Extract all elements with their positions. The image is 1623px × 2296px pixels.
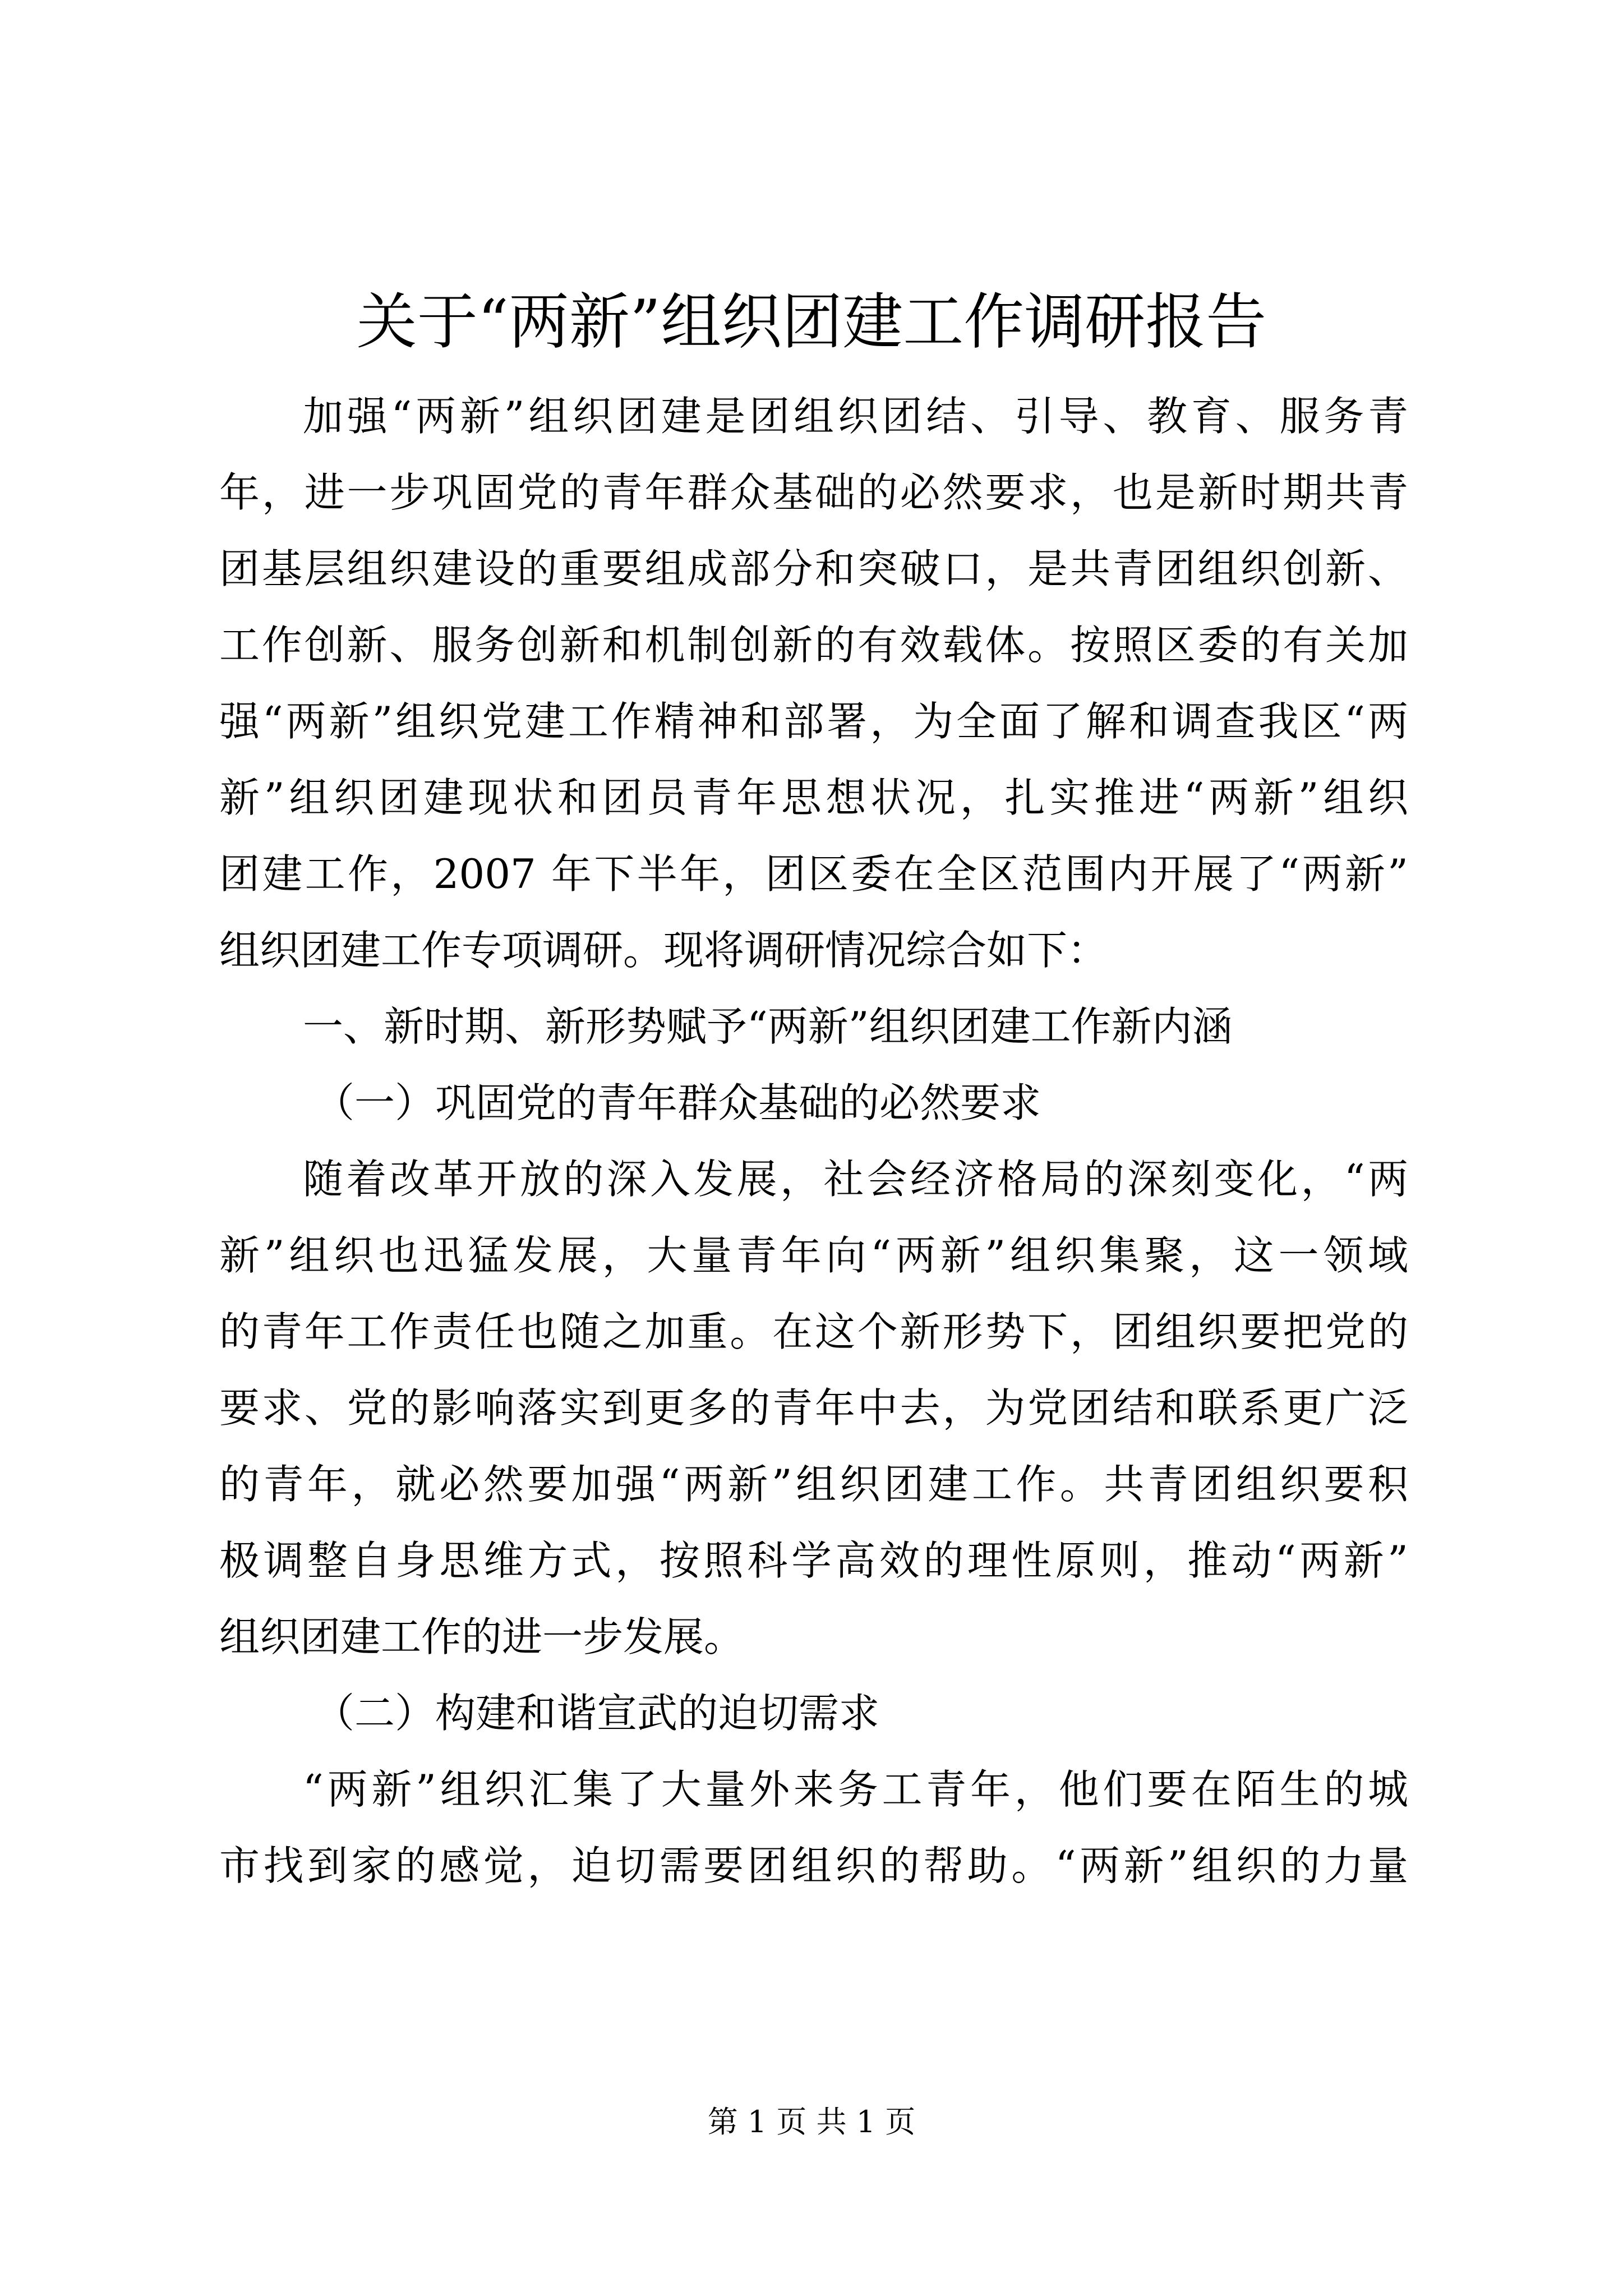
body-line: “两新”组织汇集了大量外来务工青年，他们要在陌生的城 [303,1766,1408,1813]
body-line: 要求、党的影响落实到更多的青年中去，为党团结和联系更广泛 [219,1384,1408,1432]
page-footer: 第 1 页 共 1 页 [707,2104,916,2139]
subsection-heading: （二）构建和谐宣武的迫切需求 [314,1690,880,1737]
body-line: 团基层组织建设的重要组成部分和突破口，是共青团组织创新、 [219,545,1408,592]
body-line: 加强“两新”组织团建是团组织团结、引导、教育、服务青 [303,393,1408,440]
body-line: 的青年，就必然要加强“两新”组织团建工作。共青团组织要积 [219,1461,1408,1508]
body-line: 随着改革开放的深入发展，社会经济格局的深刻变化，“两 [303,1156,1408,1203]
body-line: 工作创新、服务创新和机制创新的有效载体。按照区委的有关加 [219,622,1408,669]
body-line: 团建工作，2007 年下半年，团区委在全区范围内开展了“两新” [219,850,1408,898]
body-line: 新”组织也迅猛发展，大量青年向“两新”组织集聚，这一领域 [219,1232,1408,1279]
body-line: 强“两新”组织党建工作精神和部署，为全面了解和调查我区“两 [219,698,1408,745]
section-heading: 一、新时期、新形势赋予“两新”组织团建工作新内涵 [303,1003,1233,1050]
body-line: 市找到家的感觉，迫切需要团组织的帮助。“两新”组织的力量 [219,1842,1408,1889]
document-title: 关于“两新”组织团建工作调研报告 [356,287,1267,357]
body-line: 组织团建工作的进一步发展。 [219,1613,745,1660]
body-line: 的青年工作责任也随之加重。在这个新形势下，团组织要把党的 [219,1308,1408,1355]
subsection-heading: （一）巩固党的青年群众基础的必然要求 [314,1079,1041,1126]
body-line: 新”组织团建现状和团员青年思想状况，扎实推进“两新”组织 [219,774,1408,821]
body-line: 组织团建工作专项调研。现将调研情况综合如下： [219,927,1108,974]
body-line: 极调整自身思维方式，按照科学高效的理性原则，推动“两新” [219,1537,1408,1584]
body-line: 年，进一步巩固党的青年群众基础的必然要求，也是新时期共青 [219,469,1408,516]
